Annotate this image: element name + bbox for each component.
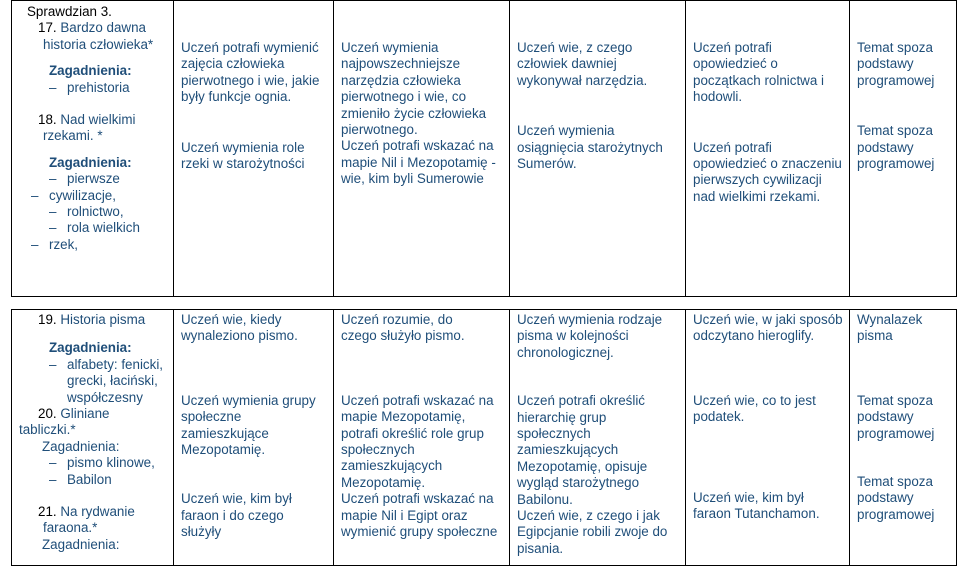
lesson-19-topics — [19, 357, 169, 406]
lesson-plan-table — [11, 0, 957, 566]
lesson-18-number: 18. — [38, 112, 57, 128]
lesson-17-title-line2: historia człowieka* — [43, 36, 154, 52]
lesson-17-title-line1: Bardzo dawna — [60, 20, 146, 36]
lesson-18-topic: – rola wielkich — [67, 220, 169, 236]
lesson-19-number: 19. — [38, 312, 57, 327]
section2-col5-item: Uczeń wie, w jaki sposób odczytano hieroglify. — [693, 312, 843, 344]
lesson-17-topics — [19, 80, 169, 96]
section2-col2-item: Uczeń wymienia grupy społeczne zamieszkujące Mezopotamię. — [181, 392, 316, 458]
section2-col6-item: Temat spoza podstawy programowej — [857, 474, 935, 522]
lesson-21-number: 21. — [38, 504, 57, 520]
section1-col6-item: Temat spoza podstawy programowej — [857, 123, 935, 172]
lesson-18-topic: – cywilizacje, — [49, 188, 169, 204]
section-spacer — [12, 297, 957, 310]
section2-col3-item: Uczeń potrafi wskazać na mapie Nil i Egipt oraz wymienić grupy społeczne — [341, 491, 498, 540]
lesson-18-zagadnienia-label: Zagadnienia: — [49, 154, 132, 170]
section2-topics-cell — [12, 310, 174, 566]
lesson-17-number: 17. — [38, 20, 57, 36]
section2-col2-item: Uczeń wie, kiedy wynaleziono pismo. — [181, 312, 298, 344]
section2-col3-item: Uczeń potrafi wskazać na mapie Mezopotamię, potrafi określić role grup społecznych zamieszkujących Mezopotamię. — [341, 392, 494, 490]
section2-col4-item: Uczeń potrafi określić hierarchię grup społecznych zamieszkujących Mezopotamię, opisuje wygląd starożytnego Babilonu. — [517, 393, 648, 507]
section1-col6-item: Temat spoza podstawy programowej — [857, 40, 935, 88]
section1-row — [12, 1, 957, 297]
lesson-20-topic: – Babilon — [67, 472, 169, 488]
section1-col3-cell — [334, 1, 510, 297]
lesson-19 — [19, 312, 169, 328]
section2-col3-item: Uczeń rozumie, do czego służyło pismo. — [341, 312, 465, 344]
section1-col5-item: Uczeń potrafi opowiedzieć o znaczeniu pierwszych cywilizacji nad wielkimi rzekami. — [693, 139, 842, 204]
section2-col4-item: Uczeń wymienia rodzaje pisma w kolejności chronologicznej. — [517, 312, 663, 360]
lesson-20-number: 20. — [38, 406, 57, 422]
section2-col2-cell — [174, 310, 334, 566]
section2-col6-cell — [850, 310, 957, 566]
section1-col2-item: Uczeń potrafi wymienić zajęcia człowieka pierwotnego i wie, jakie były funkcje ognia. — [181, 40, 320, 105]
section1-col6-cell — [850, 1, 957, 297]
lesson-20-topic: – pismo klinowe, — [67, 455, 169, 471]
section2-row — [12, 310, 957, 566]
section2-col3-cell — [334, 310, 510, 566]
section2-col5-cell — [686, 310, 850, 566]
section2-col4-item: Uczeń wie, z czego i jak Egipcjanie robili zwoje do pisania. — [517, 508, 668, 556]
lesson-21-title-line2: faraona.* — [43, 520, 98, 536]
lesson-20 — [19, 406, 169, 439]
lesson-21-zagadnienia-label: Zagadnienia: — [42, 536, 120, 552]
section2-col6-item: Temat spoza podstawy programowej — [857, 392, 935, 441]
section2-col5-item: Uczeń wie, co to jest podatek. — [693, 392, 816, 425]
lesson-17-zagadnienia-label: Zagadnienia: — [49, 63, 132, 79]
lesson-18-topics — [19, 171, 169, 253]
lesson-19-zagadnienia-label: Zagadnienia: — [49, 340, 132, 356]
section1-col2-item: Uczeń wymienia role rzeki w starożytności — [181, 139, 305, 172]
section1-col5-item: Uczeń potrafi opowiedzieć o początkach rolnictwa i hodowli. — [693, 40, 824, 105]
section1-col2-cell — [174, 1, 334, 297]
lesson-21 — [19, 504, 169, 520]
lesson-18 — [19, 112, 169, 128]
section2-col4-cell — [510, 310, 686, 566]
section1-col5-cell — [686, 1, 850, 297]
section1-col3-item: Uczeń wymienia najpowszechniejsze narzędzia człowieka pierwotnego i wie, co zmieniło życie człowieka pierwotnego. — [341, 40, 487, 138]
section1-topics-cell — [12, 1, 174, 297]
sheet-title: Sprawdzian 3. — [27, 4, 112, 19]
lesson-20-zagadnienia-label: Zagadnienia: — [42, 438, 120, 454]
section2-col5-item: Uczeń wie, kim był faraon Tutanchamon. — [693, 489, 820, 522]
lesson-18-title-line1: Nad wielkimi — [60, 112, 136, 128]
lesson-20-topics — [19, 455, 169, 488]
section1-col4-item: Uczeń wymienia osiągnięcia starożytnych Sumerów. — [517, 123, 663, 172]
lesson-19-topic: – alfabety: fenicki, grecki, łaciński, współczesny — [67, 357, 169, 406]
lesson-18-title-line2: rzekami. * — [43, 128, 103, 144]
lesson-17 — [19, 20, 169, 36]
lesson-18-topic: – pierwsze — [67, 171, 169, 187]
section1-col3-item: Uczeń potrafi wskazać na mapie Nil i Mezopotamię - wie, kim byli Sumerowie — [341, 138, 496, 187]
lesson-17-topic: – prehistoria — [67, 80, 169, 96]
section1-col4-item: Uczeń wie, z czego człowiek dawniej wykonywał narzędzia. — [517, 40, 648, 88]
section2-col2-item: Uczeń wie, kim był faraon i do czego służyły — [181, 491, 292, 540]
lesson-20-title: Gliniane tabliczki.* — [19, 406, 110, 438]
lesson-19-title: Historia pisma — [60, 312, 146, 327]
section1-col4-cell — [510, 1, 686, 297]
lesson-21-title-line1: Na rydwanie — [60, 504, 135, 520]
lesson-18-topic: – rzek, — [49, 237, 169, 253]
section2-col6-item: Wynalazek pisma — [857, 312, 923, 344]
lesson-18-topic: – rolnictwo, — [67, 204, 169, 220]
